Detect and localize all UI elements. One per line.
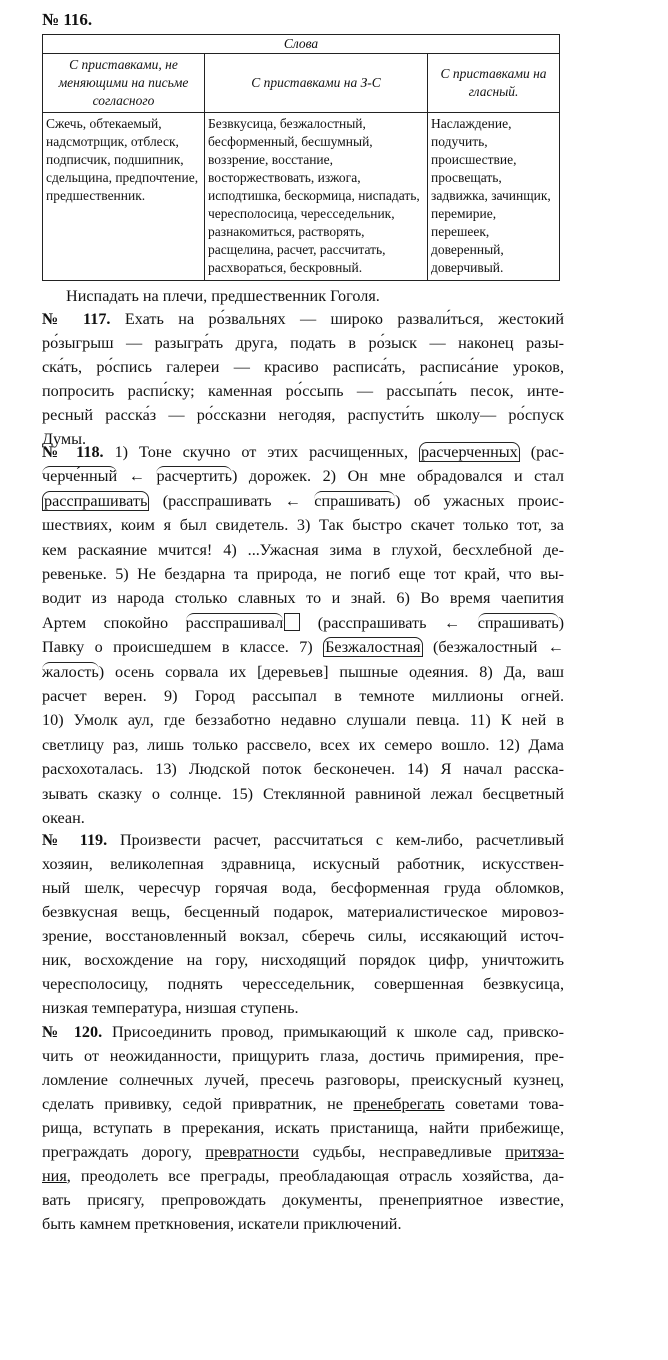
text-fragment: Павку о происшедшем в классе. 7) (42, 638, 324, 657)
text-fragment: ) об ужасных проис- (395, 491, 564, 510)
text-fragment: Произвести расчет, рассчитаться с кем-либо, расчетливый (107, 831, 564, 849)
ending-box (284, 613, 300, 631)
text-fragment: советами това- (444, 1095, 564, 1113)
underlined-word: пренебрегать (353, 1095, 445, 1113)
exercise-119 (42, 828, 564, 1020)
exercise-120-number: № 120. (42, 1023, 103, 1041)
text-line: зрение, восстановленный вокзал, сберечь силы, иссякающий источ- (42, 927, 564, 945)
text-line: низкая температура, низшая ступень. (42, 999, 299, 1017)
exercise-118-number: № 118. (42, 443, 104, 461)
text-line: ресный расска́з — ро́ссказни негодяя, распусти́ть школу— ро́спуск (42, 406, 564, 424)
text-line (42, 1020, 564, 1044)
marked-word: расчерченных (421, 443, 518, 461)
text-line: рища, вступать в пререкания, искать пристанища, найти прибежище, (42, 1119, 564, 1137)
text-line: ломление солнечных лучей, пресечь разговоры, преискусный кузнец, (42, 1071, 564, 1089)
text-fragment: судьбы, несправедливые (299, 1143, 506, 1161)
text-line: быть камнем преткновения, искатели приключений. (42, 1215, 402, 1233)
text-line (42, 660, 564, 684)
text-line: ный шелк, чересчур горячая вода, бесформенная груда обломков, (42, 879, 564, 897)
marked-word: Безжалостная (325, 638, 421, 657)
text-line (42, 1164, 564, 1188)
text-fragment: , преодолеть все преграды, преобладающая отрасль хозяйства, да- (66, 1167, 564, 1185)
exercise-119-number: № 119. (42, 831, 108, 849)
underlined-word: превратности (205, 1143, 300, 1161)
text-line: попросить распи́ску; каменная ро́ссыпь — рассыпа́ть песок, инте- (42, 382, 564, 400)
text-fragment: 1) Тоне скучно от этих расчищенных, (103, 443, 419, 461)
marked-word: спрашивать (477, 613, 559, 632)
words-table (42, 34, 560, 281)
table-cell-1: Сжечь, обтекаемый, надсмотрщик, отблеск, подписчик, подшипник, сдельщина, предпочтение, предшественник. (43, 113, 205, 281)
text-fragment: (расспрашивать ← (149, 491, 315, 510)
exercise-117-number: № 117. (42, 310, 111, 328)
text-fragment: Артем спокойно (42, 613, 186, 632)
text-line: шествиях, коим я был свидетель. 3) Так быстро скачет только тот, за (42, 516, 564, 535)
text-line: безвкусная вещь, бесценный подарок, материалистическое мировоз- (42, 903, 564, 921)
text-fragment: (рас- (519, 443, 564, 461)
text-line: ро́зыгрыш — разыгра́ть друга, подать в ро́зыск — наконец разы- (42, 334, 564, 352)
text-fragment: (расспрашивать ← (300, 613, 478, 632)
text-line: зывать сказку о солнце. 15) Стеклянной равниной лежал бесцветный (42, 784, 564, 803)
text-fragment: ← (117, 467, 157, 486)
text-line (42, 307, 564, 331)
table-cell-3: Наслаждение, подучить, происшествие, просвещать, задвижка, зачинщик, перемирие, перешеек, доверенный, доверчивый. (428, 113, 560, 281)
exercise-116-answer (42, 284, 564, 308)
marked-word: расспрашивал (185, 613, 284, 632)
text-fragment: ) дорожек. 2) Он мне обрадовался и стал (231, 467, 564, 486)
text-fragment: сделать прививку, седой привратник, не (42, 1095, 354, 1113)
text-fragment: Ехать на ро́звальнях — широко развали́ться, жестокий (110, 310, 564, 328)
column-header-3: С приставками на гласный. (428, 54, 560, 113)
text-fragment: Присоединить провод, примыкающий к школе сад, привско- (102, 1023, 564, 1041)
exercise-116-heading: № 116. (42, 10, 93, 29)
text-line (42, 464, 564, 488)
text-line: светлицу раз, лишь только рассвело, всех их семеро вошло. 12) Дама (42, 735, 564, 754)
column-header-2: С приставками на З-С (205, 54, 428, 113)
marked-word: спрашивать (314, 491, 396, 510)
text-line (42, 635, 564, 659)
text-line: расчет верен. 9) Город рассыпал в темноте миллионы огней. (42, 687, 564, 706)
text-line (42, 440, 564, 464)
exercise-118 (42, 440, 564, 831)
text-fragment: ) осень сорвала их [деревьев] пышные одеяния. 8) Да, ваш (98, 662, 564, 681)
text-line: 10) Умолк аул, где беззаботно недавно слушали певца. 11) К ней в (42, 711, 564, 730)
exercise-117 (42, 307, 564, 451)
text-line: расхохоталась. 13) Людской поток бесконечен. 14) Я начал расска- (42, 760, 564, 779)
text-line: чить от неожиданности, прищурить глаза, достичь примирения, пре- (42, 1047, 564, 1065)
table-title: Слова (43, 35, 560, 54)
marked-word: расспрашивать (44, 491, 148, 510)
text-line (42, 828, 564, 852)
text-fragment: ) (558, 613, 564, 632)
text-line: Думы. (42, 430, 87, 448)
marked-word: жалость (42, 662, 99, 681)
answer-line: Ниспадать на плечи, предшественник Гоголя. (66, 287, 380, 305)
text-line: ревеньке. 5) Не бездарна та природа, не погиб еще тот край, что вы- (42, 565, 564, 584)
column-header-1: С приставками, не меняющими на письме согласного (43, 54, 205, 113)
exercise-120 (42, 1020, 564, 1236)
text-line: океан. (42, 809, 85, 828)
underlined-word: ния (42, 1167, 67, 1185)
text-fragment: (безжалостный ← (422, 638, 564, 657)
table-cell-2: Безвкусица, безжалостный, бесформенный, бесшумный, воззрение, восстание, восторжествовать, изжога, исподтишка, бескормица, ниспадать, чересполосица, чересседельник, разнакомиться, растворять, расщелина, расчет, рассчитать, расхвораться, бескровный. (205, 113, 428, 281)
text-line: хозяин, великолепная здравница, искусный работник, искусствен- (42, 855, 564, 873)
text-line: ник, восхождение на гору, нисходящий порядок цифр, уничтожить (42, 951, 564, 969)
text-line: вать присягу, препровождать документы, пренеприятное известие, (42, 1191, 564, 1209)
text-line: водит из народа столько славных то и знай. 6) Во время чаепития (42, 589, 564, 608)
text-line: кем раскаяние мчится! 4) ...Ужасная зима в глухой, бесхлебной де- (42, 540, 564, 559)
text-line (42, 1092, 564, 1116)
text-fragment: преграждать дорогу, (42, 1143, 206, 1161)
text-line (42, 1140, 564, 1164)
marked-word: черче́нный (42, 467, 118, 486)
text-line (42, 611, 564, 635)
text-line (42, 489, 564, 513)
marked-word: расчертить (156, 467, 232, 486)
underlined-word: притяза- (505, 1143, 564, 1161)
text-line: ска́ть, ро́спись галереи — красиво расписа́ть, расписа́ние уроков, (42, 358, 564, 376)
text-line: чересполосицу, поднять чересседельник, совершенная безвкусица, (42, 975, 564, 993)
